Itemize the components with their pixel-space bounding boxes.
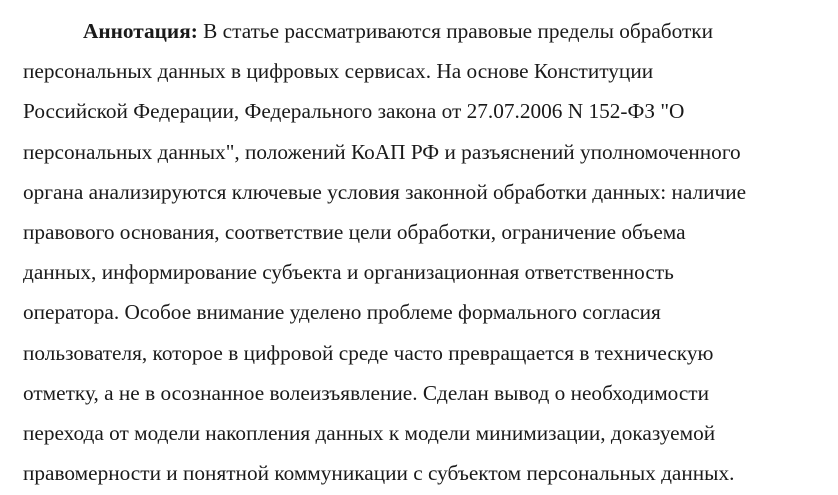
abstract-line: отметку, а не в осознанное волеизъявление. Сделан вывод о необходимости: [23, 380, 710, 405]
abstract-line: Российской Федерации, Федерального закона от 27.07.2006 N 152-ФЗ "О: [23, 99, 685, 124]
abstract-line: оператора. Особое внимание уделено проблеме формального согласия: [23, 300, 661, 325]
abstract-line: перехода от модели накопления данных к модели минимизации, доказуемой: [23, 421, 716, 446]
abstract-paragraph: [23, 11, 830, 493]
abstract-line: пользователя, которое в цифровой среде часто превращается в техническую: [23, 340, 714, 365]
abstract-line: [23, 11, 830, 51]
abstract-line: правового основания, соответствие цели обработки, ограничение объема: [23, 220, 686, 245]
abstract-line: персональных данных в цифровых сервисах. На основе Конституции: [23, 59, 654, 84]
abstract-line: данных, информирование субъекта и организационная ответственность: [23, 260, 674, 285]
abstract-label: Аннотация:: [83, 19, 198, 43]
abstract-line: правомерности и понятной коммуникации с субъектом персональных данных.: [23, 461, 735, 486]
abstract-line-text: В статье рассматриваются правовые пределы обработки: [197, 19, 714, 43]
abstract-line: органа анализируются ключевые условия законной обработки данных: наличие: [23, 179, 747, 204]
abstract-line: персональных данных", положений КоАП РФ и разъяснений уполномоченного: [23, 139, 741, 164]
